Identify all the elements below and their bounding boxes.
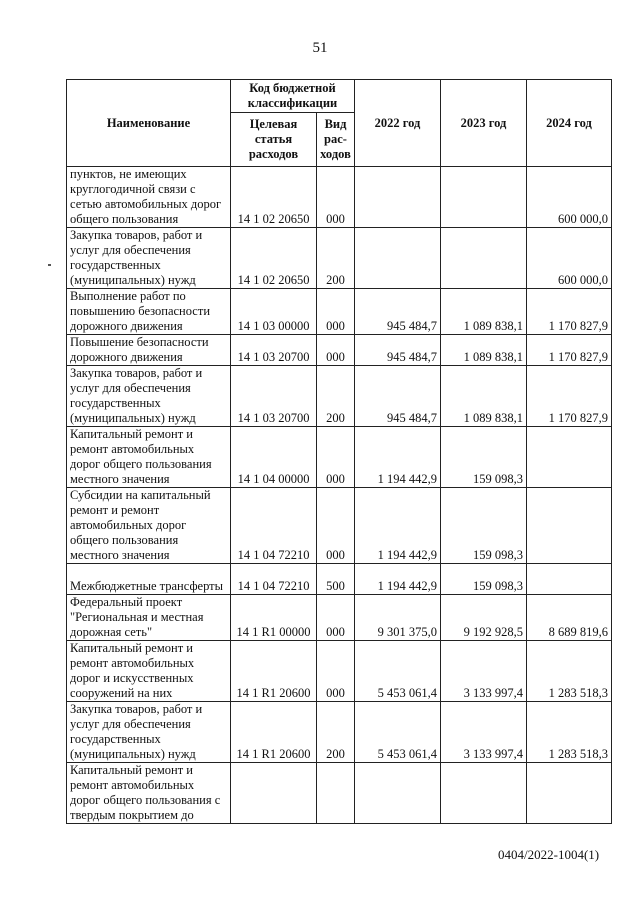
row-value-2022: 1 194 442,9 xyxy=(355,427,441,488)
row-target-article: 14 1 04 00000 xyxy=(231,427,317,488)
row-value-2024: 1 283 518,3 xyxy=(527,641,612,702)
row-value-2022: 1 194 442,9 xyxy=(355,488,441,564)
row-expense-type: 000 xyxy=(317,595,355,641)
row-value-2022: 945 484,7 xyxy=(355,335,441,366)
row-value-2022 xyxy=(355,228,441,289)
row-name: Повышение безопасности дорожного движения xyxy=(67,335,231,366)
table-row xyxy=(67,228,612,289)
row-value-2023: 159 098,3 xyxy=(441,564,527,595)
row-value-2024: 1 170 827,9 xyxy=(527,366,612,427)
row-value-2023: 1 089 838,1 xyxy=(441,366,527,427)
header-year-2024: 2024 год xyxy=(527,80,612,167)
row-name: пунктов, не имеющих круглогодичной связи с сетью автомобильных дорог общего пользования xyxy=(67,167,231,228)
row-value-2022: 1 194 442,9 xyxy=(355,564,441,595)
row-name: Капитальный ремонт и ремонт автомобильных дорог общего пользования с твердым покрытием до xyxy=(67,763,231,824)
row-value-2023: 1 089 838,1 xyxy=(441,335,527,366)
row-expense-type: 500 xyxy=(317,564,355,595)
row-value-2022 xyxy=(355,167,441,228)
row-value-2023 xyxy=(441,167,527,228)
row-value-2023: 3 133 997,4 xyxy=(441,641,527,702)
table-row xyxy=(67,427,612,488)
row-value-2022: 5 453 061,4 xyxy=(355,702,441,763)
header-year-2023: 2023 год xyxy=(441,80,527,167)
row-value-2024 xyxy=(527,564,612,595)
table-row xyxy=(67,366,612,427)
row-value-2022 xyxy=(355,763,441,824)
row-name: Межбюджетные трансферты xyxy=(67,564,231,595)
row-value-2022: 9 301 375,0 xyxy=(355,595,441,641)
row-value-2023: 1 089 838,1 xyxy=(441,289,527,335)
row-expense-type: 000 xyxy=(317,167,355,228)
row-value-2023: 9 192 928,5 xyxy=(441,595,527,641)
row-value-2024: 1 170 827,9 xyxy=(527,289,612,335)
table-row xyxy=(67,702,612,763)
row-target-article: 14 1 03 20700 xyxy=(231,366,317,427)
row-expense-type: 000 xyxy=(317,427,355,488)
row-target-article: 14 1 02 20650 xyxy=(231,228,317,289)
row-name: Закупка товаров, работ и услуг для обеспечения государственных (муниципальных) нужд xyxy=(67,702,231,763)
row-value-2024 xyxy=(527,488,612,564)
table-row xyxy=(67,167,612,228)
row-target-article: 14 1 04 72210 xyxy=(231,564,317,595)
header-target-article: Целевая статья расходов xyxy=(231,113,317,167)
table-row xyxy=(67,335,612,366)
row-value-2023 xyxy=(441,763,527,824)
budget-table xyxy=(66,79,612,824)
table-header xyxy=(67,80,612,167)
row-value-2024 xyxy=(527,427,612,488)
row-expense-type: 000 xyxy=(317,641,355,702)
row-expense-type: 200 xyxy=(317,702,355,763)
row-value-2024: 1 170 827,9 xyxy=(527,335,612,366)
row-target-article: 14 1 R1 00000 xyxy=(231,595,317,641)
row-target-article: 14 1 R1 20600 xyxy=(231,702,317,763)
row-expense-type: 000 xyxy=(317,488,355,564)
row-value-2024 xyxy=(527,763,612,824)
row-value-2024: 1 283 518,3 xyxy=(527,702,612,763)
row-name: Закупка товаров, работ и услуг для обеспечения государственных (муниципальных) нужд xyxy=(67,366,231,427)
row-name: Закупка товаров, работ и услуг для обеспечения государственных (муниципальных) нужд xyxy=(67,228,231,289)
table-row xyxy=(67,763,612,824)
row-value-2022: 945 484,7 xyxy=(355,366,441,427)
row-target-article: 14 1 R1 20600 xyxy=(231,641,317,702)
row-value-2024: 8 689 819,6 xyxy=(527,595,612,641)
table-row xyxy=(67,595,612,641)
row-target-article: 14 1 03 00000 xyxy=(231,289,317,335)
row-target-article xyxy=(231,763,317,824)
header-expense-type: Вид рас-ходов xyxy=(317,113,355,167)
table-row xyxy=(67,289,612,335)
row-value-2023 xyxy=(441,228,527,289)
document-code: 0404/2022-1004(1) xyxy=(498,847,600,862)
row-value-2023: 3 133 997,4 xyxy=(441,702,527,763)
row-value-2023: 159 098,3 xyxy=(441,488,527,564)
row-target-article: 14 1 03 20700 xyxy=(231,335,317,366)
page-number: 51 xyxy=(312,40,328,56)
header-budget-code: Код бюджетной классификации xyxy=(231,80,355,113)
row-value-2023: 159 098,3 xyxy=(441,427,527,488)
row-expense-type: 200 xyxy=(317,228,355,289)
table-body xyxy=(67,167,612,824)
row-name: Субсидии на капитальный ремонт и ремонт автомобильных дорог общего пользования местного значения xyxy=(67,488,231,564)
row-name: Выполнение работ по повышению безопасности дорожного движения xyxy=(67,289,231,335)
row-value-2022: 945 484,7 xyxy=(355,289,441,335)
row-value-2024: 600 000,0 xyxy=(527,228,612,289)
header-year-2022: 2022 год xyxy=(355,80,441,167)
table-row xyxy=(67,564,612,595)
row-target-article: 14 1 02 20650 xyxy=(231,167,317,228)
row-name: Капитальный ремонт и ремонт автомобильных дорог общего пользования местного значения xyxy=(67,427,231,488)
row-target-article: 14 1 04 72210 xyxy=(231,488,317,564)
table-row xyxy=(67,641,612,702)
row-value-2024: 600 000,0 xyxy=(527,167,612,228)
row-expense-type: 000 xyxy=(317,289,355,335)
scan-mark xyxy=(48,264,51,266)
table-row xyxy=(67,488,612,564)
row-expense-type xyxy=(317,763,355,824)
row-value-2022: 5 453 061,4 xyxy=(355,641,441,702)
row-name: Федеральный проект "Региональная и местная дорожная сеть" xyxy=(67,595,231,641)
header-name: Наименование xyxy=(67,80,231,167)
row-expense-type: 000 xyxy=(317,335,355,366)
row-expense-type: 200 xyxy=(317,366,355,427)
row-name: Капитальный ремонт и ремонт автомобильных дорог и искусственных сооружений на них xyxy=(67,641,231,702)
